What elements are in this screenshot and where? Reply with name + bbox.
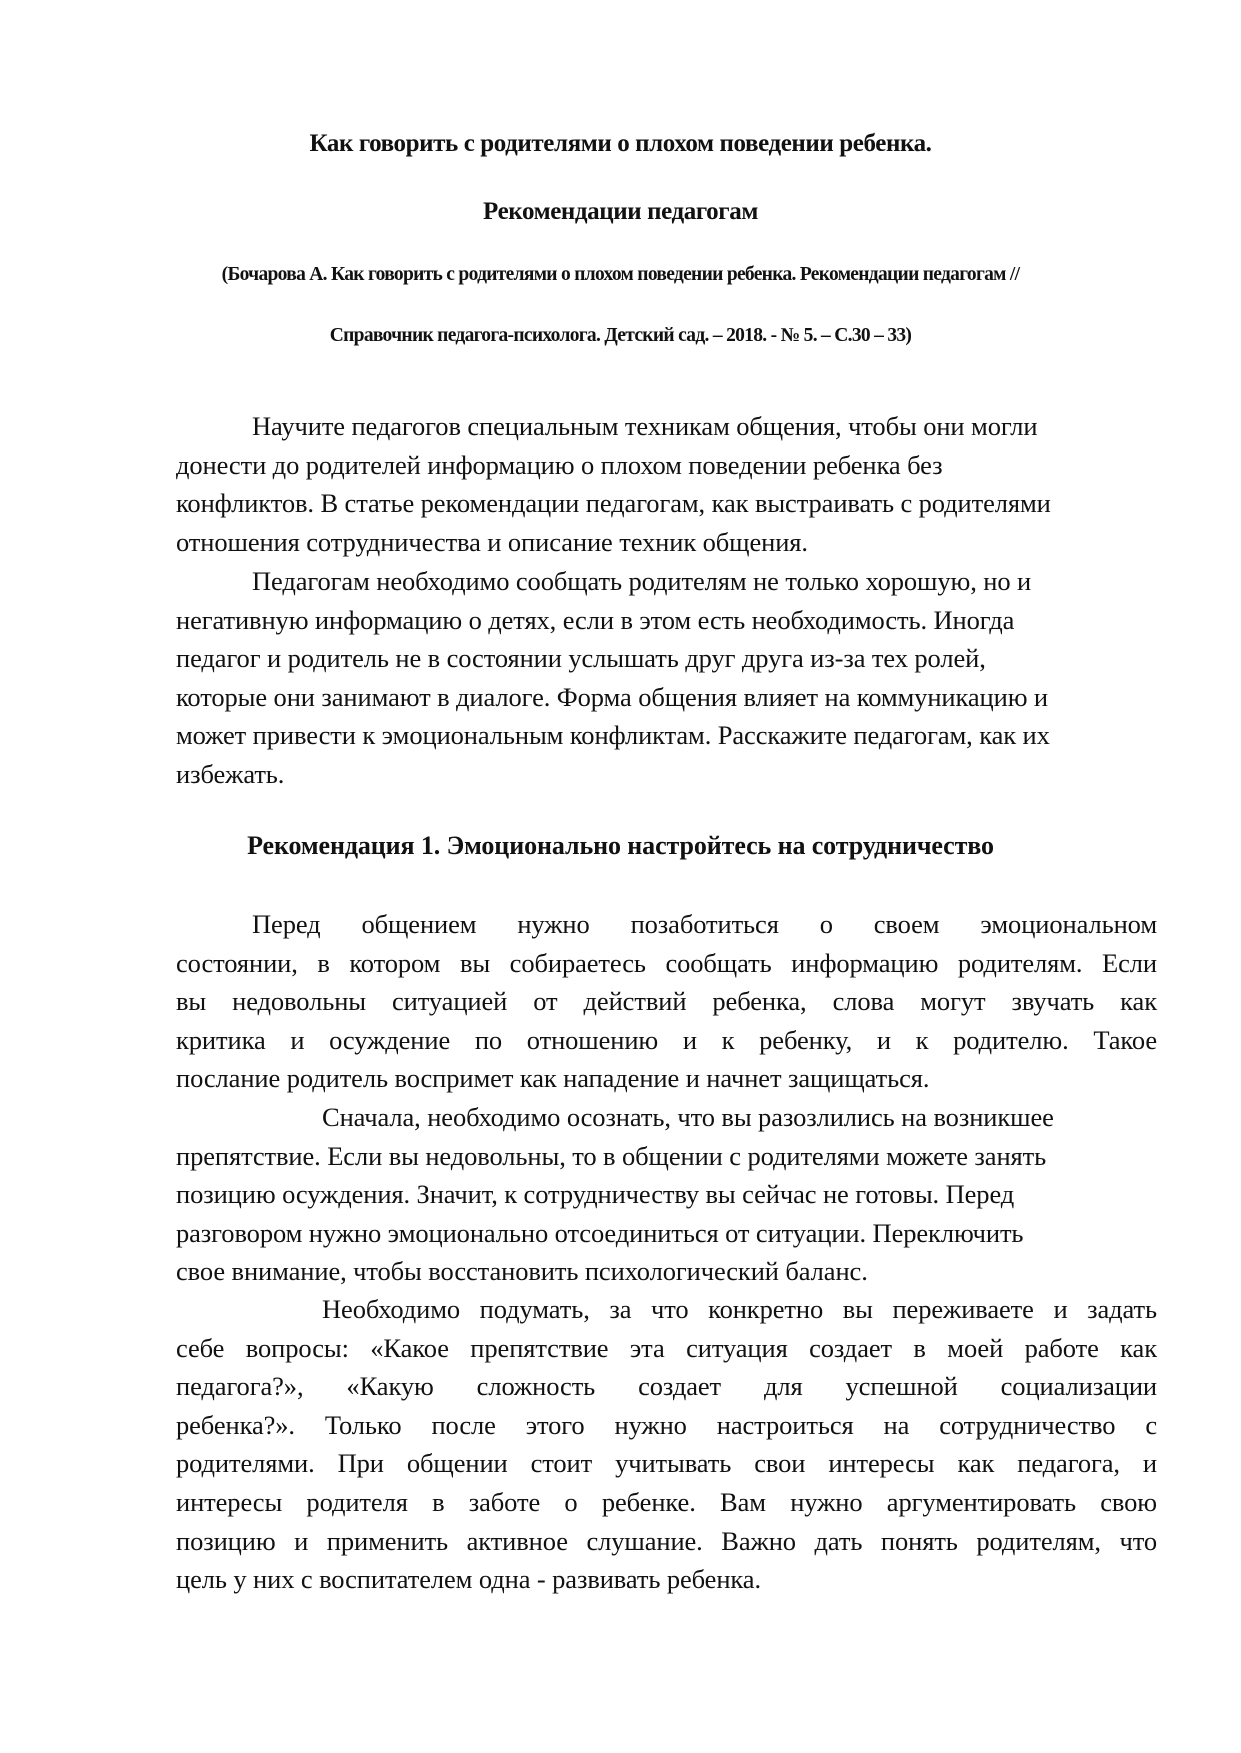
paragraph-4-line-1: Сначала, необходимо осознать, что вы разозлились на возникшее: [322, 1102, 1054, 1132]
paragraph-4-line-3: позицию осуждения. Значит, к сотрудничеству вы сейчас не готовы. Перед: [176, 1179, 1015, 1210]
reference-line-1: (Бочарова А. Как говорить с родителями о плохом поведении ребенка. Рекомендации педагогам //: [221, 264, 1020, 285]
paragraph-5-line-1: Необходимо подумать, за что конкретно вы переживаете и задать: [322, 1294, 1157, 1324]
paragraph-5: [176, 1290, 1157, 1599]
paragraph-2-line-3: педагог и родитель не в состоянии услышать друг друга из-за тех ролей,: [176, 643, 986, 674]
paragraph-5-line-6: интересы родителя в заботе о ребенке. Вам нужно аргументировать свою: [176, 1486, 1157, 1517]
reference-line-2: Справочник педагога-психолога. Детский сад. – 2018. - № 5. – С.30 – 33): [329, 325, 912, 346]
paragraph-1-line-1: Научите педагогов специальным техникам общения, чтобы они могли: [252, 411, 1038, 441]
paragraph-2-line-1: Педагогам необходимо сообщать родителям не только хорошую, но и: [252, 566, 1032, 596]
paragraph-3: [176, 905, 1157, 1098]
title-line-2: Рекомендации педагогам: [483, 198, 758, 225]
paragraph-2-line-4: которые они занимают в диалоге. Форма общения влияет на коммуникацию и: [176, 681, 1049, 712]
title-line-1: Как говорить с родителями о плохом поведении ребенка.: [309, 130, 932, 157]
recommendation-1-heading: Рекомендация 1. Эмоционально настройтесь на сотрудничество: [247, 831, 994, 860]
paragraph-1-line-4: отношения сотрудничества и описание техник общения.: [176, 526, 808, 557]
paragraph-3-line-1: Перед общением нужно позаботиться о своем эмоциональном: [252, 909, 1157, 939]
paragraph-5-line-4: ребенка?». Только после этого нужно настроиться на сотрудничество с: [176, 1409, 1157, 1440]
paragraph-1-line-3: конфликтов. В статье рекомендации педагогам, как выстраивать с родителями: [176, 488, 1051, 519]
paragraph-4-line-2: препятствие. Если вы недовольны, то в общении с родителями можете занять: [176, 1140, 1047, 1171]
paragraph-5-line-5: родителями. При общении стоит учитывать свои интересы как педагога, и: [176, 1448, 1157, 1479]
paragraph-5-line-2: себе вопросы: «Какое препятствие эта ситуация создает в моей работе как: [176, 1332, 1157, 1363]
paragraph-3-line-5: послание родитель воспримет как нападение и начнет защищаться.: [176, 1063, 930, 1094]
paragraph-4-line-4: разговором нужно эмоционально отсоединиться от ситуации. Переключить: [176, 1217, 1024, 1248]
paragraph-2-line-5: может привести к эмоциональным конфликтам. Расскажите педагогам, как их: [176, 720, 1050, 751]
paragraph-3-line-3: вы недовольны ситуацией от действий ребенка, слова могут звучать как: [176, 986, 1157, 1017]
paragraph-5-line-7: позицию и применить активное слушание. Важно дать понять родителям, что: [176, 1525, 1157, 1556]
paragraph-3-line-4: критика и осуждение по отношению и к ребенку, и к родителю. Такое: [176, 1024, 1157, 1055]
paragraph-5-line-8: цель у них с воспитателем одна - развивать ребенка.: [176, 1564, 761, 1595]
paragraph-4-line-5: свое внимание, чтобы восстановить психологический баланс.: [176, 1256, 868, 1287]
paragraph-4: [176, 1098, 1157, 1291]
paragraph-5-line-3: педагога?», «Какую сложность создает для успешной социализации: [176, 1371, 1157, 1402]
paragraph-1-line-2: донести до родителей информацию о плохом поведении ребенка без: [176, 449, 943, 480]
paragraph-1: [176, 407, 1157, 561]
paragraph-2: [176, 562, 1157, 794]
paragraph-2-line-6: избежать.: [176, 758, 285, 789]
paragraph-2-line-2: негативную информацию о детях, если в этом есть необходимость. Иногда: [176, 604, 1015, 635]
paragraph-3-line-2: состоянии, в котором вы собираетесь сообщать информацию родителям. Если: [176, 947, 1157, 978]
